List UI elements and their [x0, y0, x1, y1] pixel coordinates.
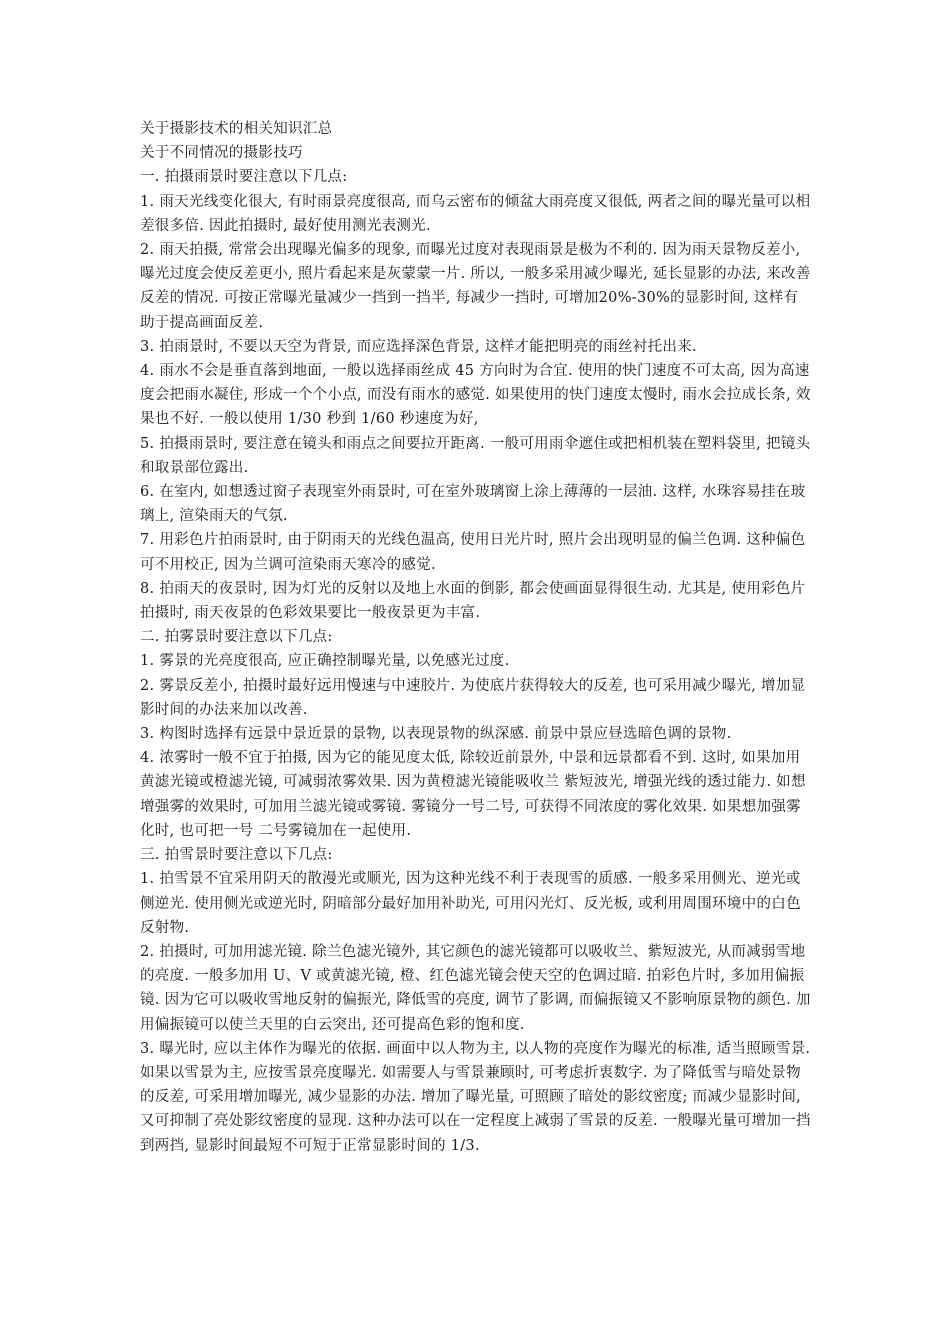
paragraph-rain-3: 3. 拍雨景时, 不要以天空为背景, 而应选择深色背景, 这样才能把明亮的雨丝衬托出来.	[140, 338, 697, 355]
paragraph-rain-4: 4. 雨水不会是垂直落到地面, 一般以选择雨丝成 45 方向时为合宜. 使用的快门速度不可太高, 因为高速度会把雨水凝住, 形成一个个小点, 而没有雨水的感觉. 如果使用的快门速度太慢时, 雨水会拉成长条, 效果也不好. 一般以使用 1/30 秒到 1/60 秒速度为好,	[140, 363, 811, 428]
paragraph-fog-3: 3. 构图时选择有远景中景近景的景物, 以表现景物的纵深感. 前景中景应昼选暗色调的景物.	[140, 726, 732, 743]
paragraph-snow-3: 3. 曝光时, 应以主体作为曝光的依据. 画面中以人物为主, 以人物的亮度作为曝光的标准, 适当照顾雪景. 如果以雪景为主, 应按雪景亮度曝光. 如需要人与雪景兼顾时, 可考虑折衷数字. 为了降低雪与暗处景物的反差, 可采用增加曝光, 减少显影的办法. 增加了曝光量, 可照顾了暗处的影纹密度; 而减少显影时间, 又可抑制了亮处影纹密度的显现. 这种办法可以在一定程度上减弱了雪景的反差. 一般曝光量可增加一挡到两挡, 显影时间最短不可短于正常显影时间的 1/3.	[140, 1040, 811, 1154]
paragraph-snow-1: 1. 拍雪景不宜采用阴天的散漫光或顺光, 因为这种光线不利于表现雪的质感. 一般多采用侧光、逆光或侧逆光. 使用侧光或逆光时, 阴暗部分最好加用补助光, 可用闪光灯、反光板, 或利用周围环境中的白色反射物.	[140, 871, 801, 936]
paragraph-rain-1: 1. 雨天光线变化很大, 有时雨景亮度很高, 而乌云密布的倾盆大雨亮度又很低, 两者之间的曝光量可以相差很多倍. 因此拍摄时, 最好使用测光表测光.	[140, 193, 811, 234]
paragraph-rain-6: 6. 在室内, 如想透过窗子表现室外雨景时, 可在室外玻璃窗上涂上薄薄的一层油. 这样, 水珠容易挂在玻璃上, 渲染雨天的气氛.	[140, 484, 806, 525]
document-page	[140, 117, 812, 1158]
paragraph-fog-1: 1. 雾景的光亮度很高, 应正确控制曝光量, 以免感光过度.	[140, 653, 510, 670]
paragraph-fog-2: 2. 雾景反差小, 拍摄时最好远用慢速与中速胶片. 为使底片获得较大的反差, 也可采用减少曝光, 增加显影时间的办法来加以改善.	[140, 677, 806, 718]
section-heading-snow: 三. 拍雪景时要注意以下几点:	[140, 847, 333, 864]
paragraph-rain-8: 8. 拍雨天的夜景时, 因为灯光的反射以及地上水面的倒影, 都会使画面显得很生动. 尤其是, 使用彩色片拍摄时, 雨天夜景的色彩效果要比一般夜景更为丰富.	[140, 580, 806, 622]
section-heading-fog: 二. 拍雾景时要注意以下几点:	[140, 629, 333, 646]
section-heading-rain: 一. 拍摄雨景时要注意以下几点:	[140, 169, 348, 186]
paragraph-rain-5: 5. 拍摄雨景时, 要注意在镜头和雨点之间要拉开距离. 一般可用雨伞遮住或把相机装在塑料袋里, 把镜头和取景部位露出.	[140, 435, 811, 476]
document-title: 关于摄影技术的相关知识汇总	[140, 121, 333, 137]
document-subtitle: 关于不同情况的摄影技巧	[140, 145, 303, 162]
paragraph-rain-7: 7. 用彩色片拍雨景时, 由于阴雨天的光线色温高, 使用日光片时, 照片会出现明显的偏兰色调. 这种偏色可不用校正, 因为兰调可渲染雨天寒冷的感觉.	[140, 532, 806, 573]
paragraph-snow-2: 2. 拍摄时, 可加用滤光镜. 除兰色滤光镜外, 其它颜色的滤光镜都可以吸收兰、紫短波光, 从而减弱雪地的亮度. 一般多加用 U、V 或黄滤光镜, 橙、红色滤光镜会使天空的色调过暗. 拍彩色片时, 多加用偏振镜. 因为它可以吸收雪地反射的偏振光, 降低雪的亮度, 调节了影调, 而偏振镜又不影响原景物的颜色. 加用偏振镜可以使兰天里的白云突出, 还可提高色彩的饱和度.	[140, 943, 811, 1033]
paragraph-rain-2: 2. 雨天拍摄, 常常会出现曝光偏多的现象, 而曝光过度对表现雨景是极为不利的. 因为雨天景物反差小, 曝光过度会使反差更小, 照片看起来是灰蒙蒙一片. 所以, 一般多采用减少曝光, 延长显影的办法, 来改善反差的情况. 可按正常曝光量减少一挡到一挡半, 每减少一挡时, 可增加20%-30%的显影时间, 这样有助于提高画面反差.	[140, 242, 811, 331]
paragraph-fog-4: 4. 浓雾时一般不宜于拍摄, 因为它的能见度太低, 除较近前景外, 中景和远景都看不到. 这时, 如果加用黄滤光镜或橙滤光镜, 可减弱浓雾效果. 因为黄橙滤光镜能吸收兰 紫短波光, 增强光线的透过能力. 如想增强雾的效果时, 可加用兰滤光镜或雾镜. 雾镜分一号二号, 可获得不同浓度的雾化效果. 如果想加强雾化时, 也可把一号 二号雾镜加在一起使用.	[140, 750, 806, 839]
